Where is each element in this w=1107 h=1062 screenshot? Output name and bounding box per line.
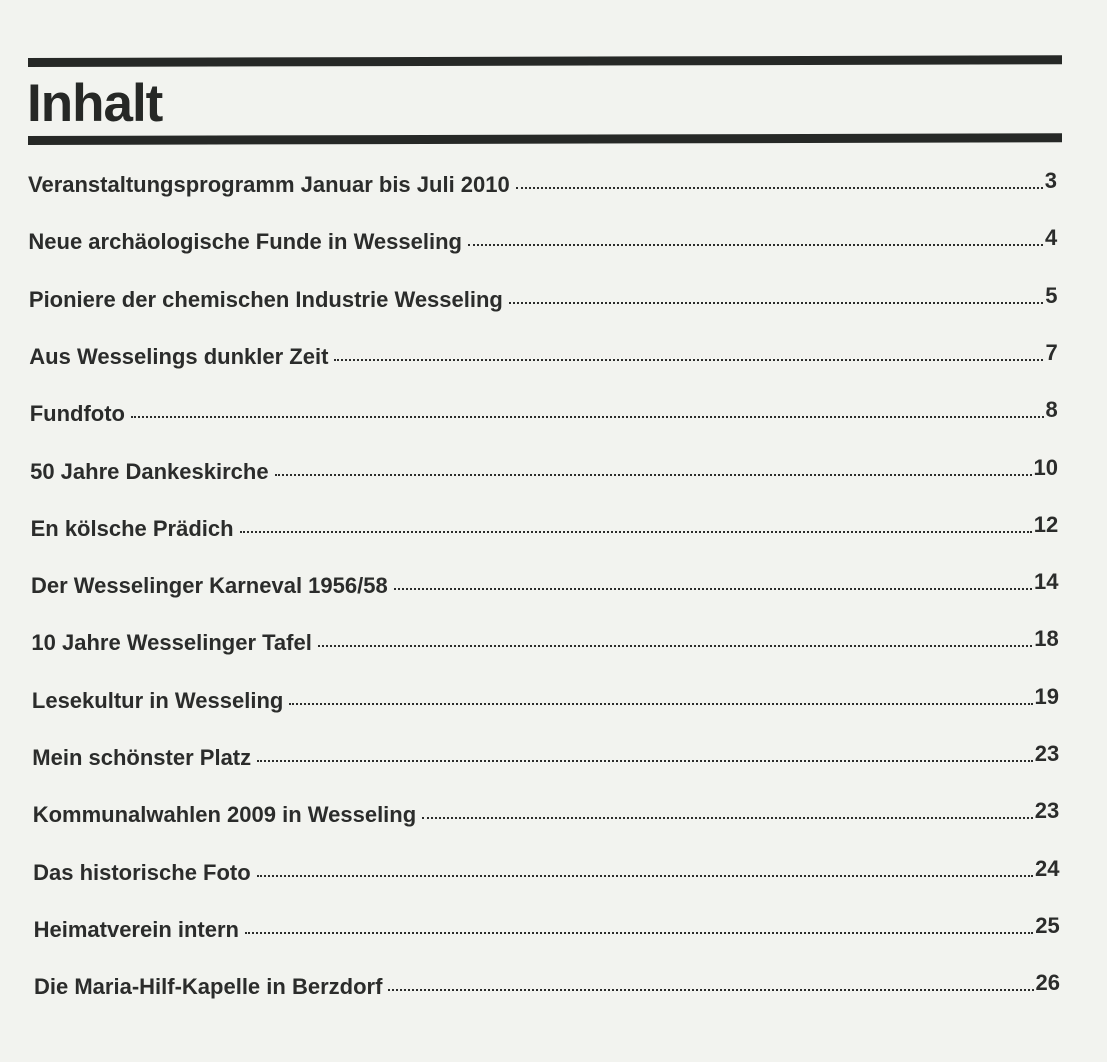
toc-entry-title: Neue archäologische Funde in Wesseling: [28, 229, 462, 255]
dot-leader: [388, 989, 1033, 991]
toc-entry-page-number: 19: [1034, 683, 1059, 709]
toc-entry-page-number: 7: [1045, 339, 1058, 365]
toc-entry: [31, 683, 1059, 720]
toc-entry-title: Der Wesselinger Karneval 1956/58: [31, 573, 388, 599]
toc-entry-page-number: 12: [1033, 511, 1059, 537]
toc-entry: [28, 282, 1058, 319]
dot-leader: [516, 187, 1043, 189]
toc-entry-page-number: 24: [1035, 855, 1060, 881]
toc-entry-title: Veranstaltungsprogramm Januar bis Juli 2010: [28, 172, 510, 197]
dot-leader: [468, 244, 1043, 246]
toc-entry-title: Mein schönster Platz: [32, 745, 252, 770]
toc-entry: [28, 168, 1057, 204]
toc-entry-title: Lesekultur in Wesseling: [31, 687, 284, 713]
toc-entry: [30, 511, 1059, 548]
toc-entry-title: En kölsche Prädich: [30, 515, 234, 541]
dot-leader: [422, 817, 1033, 819]
toc-entry-page-number: 14: [1034, 569, 1059, 595]
dot-leader: [240, 531, 1032, 533]
toc-entry-title: Das historische Foto: [33, 859, 251, 885]
dot-leader: [275, 474, 1032, 476]
toc-entry-page-number: 26: [1035, 970, 1060, 996]
toc-entry-title: Kommunalwahlen 2009 in Wesseling: [32, 802, 417, 828]
toc-entry: [29, 339, 1058, 376]
toc-entry: [32, 741, 1060, 777]
toc-entry: [31, 569, 1059, 605]
toc-entry: [34, 970, 1060, 1006]
toc-entry-title: Aus Wesselings dunkler Zeit: [29, 343, 329, 369]
toc-entry: [29, 397, 1058, 433]
toc-entry-title: 50 Jahre Dankeskirche: [30, 458, 269, 484]
toc-entry-title: Pioniere der chemischen Industrie Wesseling: [28, 286, 503, 312]
dot-leader: [334, 359, 1043, 361]
toc-entry-title: 10 Jahre Wesselinger Tafel: [31, 630, 312, 656]
toc-entry: [30, 454, 1058, 491]
page-title: Inhalt: [27, 74, 163, 133]
dot-leader: [257, 875, 1033, 877]
dot-leader: [131, 416, 1044, 418]
toc-entry-page-number: 10: [1033, 454, 1058, 480]
toc-entry-title: Heimatverein intern: [33, 916, 239, 942]
toc-entry: [32, 798, 1060, 834]
toc-entry-page-number: 23: [1034, 798, 1060, 824]
toc-entry-page-number: 8: [1045, 397, 1058, 423]
dot-leader: [289, 703, 1032, 705]
dot-leader: [318, 645, 1032, 647]
toc-entry-page-number: 5: [1045, 282, 1058, 308]
dot-leader: [394, 588, 1032, 590]
toc-entry-page-number: 4: [1044, 225, 1058, 251]
toc-entry: [33, 855, 1060, 892]
toc-entry: [31, 626, 1059, 662]
dot-leader: [257, 760, 1033, 762]
dot-leader: [245, 932, 1033, 934]
toc-entry-page-number: 25: [1035, 912, 1060, 938]
toc-entry-title: Die Maria-Hilf-Kapelle in Berzdorf: [34, 974, 383, 1000]
toc-entry: [28, 225, 1058, 261]
toc-entry: [33, 912, 1060, 949]
toc-entry-page-number: 23: [1034, 741, 1060, 766]
toc-entry-page-number: 18: [1034, 626, 1059, 652]
dot-leader: [509, 302, 1043, 304]
toc-entry-page-number: 3: [1044, 168, 1057, 193]
toc-entry-title: Fundfoto: [29, 401, 125, 427]
